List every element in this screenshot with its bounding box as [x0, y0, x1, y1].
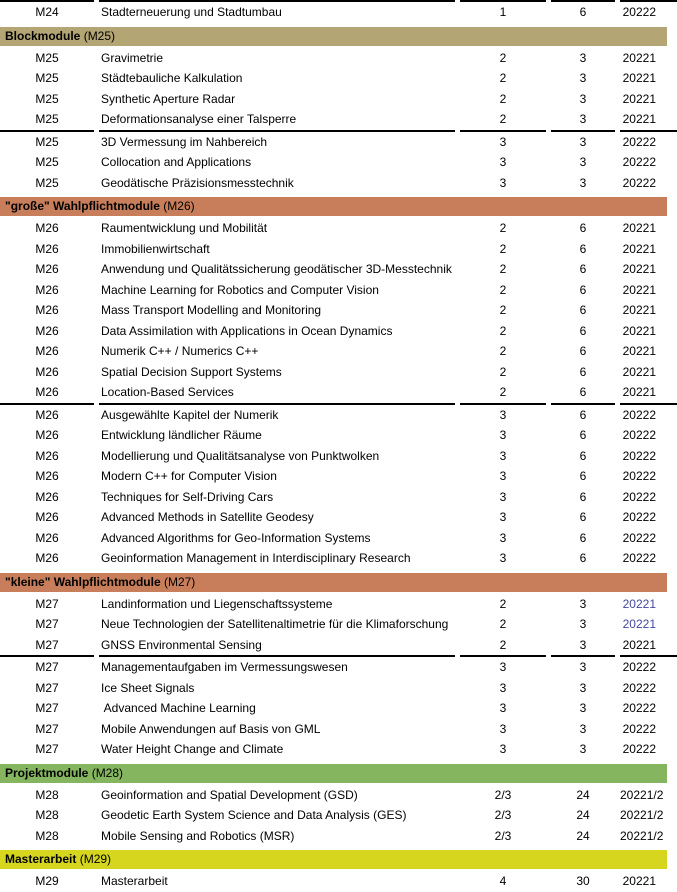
- module-hours: 2: [499, 364, 507, 379]
- module-term: 20222: [622, 489, 656, 504]
- section-code: (M29): [76, 852, 112, 866]
- module-hours: 3: [499, 469, 507, 483]
- module-code: M26: [35, 303, 59, 317]
- section-code: (M28): [88, 765, 124, 780]
- module-credits: 3: [579, 91, 587, 106]
- module-code: M26: [35, 448, 59, 463]
- module-term: 20222: [620, 0, 677, 21]
- table-row: [0, 548, 677, 569]
- module-name: Geoinformation and Spatial Development (GSD): [101, 787, 358, 802]
- table-row: [0, 826, 677, 847]
- module-code: M25: [35, 71, 59, 85]
- module-credits: 6: [551, 0, 615, 23]
- module-name: Spatial Decision Support Systems: [101, 364, 282, 379]
- section-header: [0, 573, 667, 592]
- table-row: [0, 173, 677, 194]
- module-credits: 6: [579, 241, 587, 256]
- module-credits: 6: [579, 364, 587, 379]
- module-hours: 2/3: [494, 828, 512, 843]
- module-hours: 2: [499, 50, 507, 65]
- module-code: M25: [35, 112, 59, 126]
- module-code: M26: [35, 385, 59, 399]
- module-term: 20222: [622, 155, 656, 169]
- table-row: [0, 259, 677, 280]
- section-title: Blockmodule: [5, 28, 81, 43]
- module-hours: 3: [499, 175, 507, 190]
- module-term: 20222: [622, 469, 656, 483]
- module-name: Geoinformation Management in Interdisciplinary Research: [101, 551, 411, 565]
- table-row: [0, 805, 677, 826]
- module-credits: 6: [579, 385, 587, 399]
- module-credits: 24: [576, 828, 590, 843]
- module-code: M26: [35, 241, 59, 256]
- module-hours: 3: [499, 742, 507, 756]
- section-code: (M25): [80, 28, 116, 43]
- module-term: 20221: [622, 112, 656, 126]
- module-hours: 3: [499, 428, 507, 442]
- module-name: Modellierung und Qualitätsanalyse von Punktwolken: [101, 448, 380, 463]
- table-row: [0, 130, 677, 153]
- module-name: Deformationsanalyse einer Talsperre: [101, 112, 297, 126]
- module-term: 20222: [622, 530, 656, 545]
- table-row: [0, 280, 677, 301]
- module-credits: 24: [576, 808, 590, 822]
- module-code: M26: [35, 344, 59, 358]
- module-hours: 2/3: [494, 808, 512, 822]
- module-credits: 30: [576, 874, 590, 888]
- module-credits: 3: [579, 50, 587, 65]
- module-name: Ice Sheet Signals: [101, 680, 195, 695]
- module-code: M26: [35, 323, 59, 338]
- module-hours: 3: [499, 721, 507, 736]
- module-code: M26: [35, 551, 59, 565]
- module-name: Immobilienwirtschaft: [101, 241, 210, 256]
- module-credits: 24: [576, 787, 590, 802]
- module-hours: 2/3: [494, 787, 512, 802]
- module-term: 20222: [622, 721, 656, 736]
- module-name: Location-Based Services: [101, 385, 234, 399]
- section-header: [0, 197, 667, 216]
- module-hours: 2: [499, 282, 507, 297]
- module-code: M27: [35, 617, 59, 631]
- module-name: Entwicklung ländlicher Räume: [101, 428, 262, 442]
- module-term: 20222: [622, 742, 656, 756]
- module-code: M27: [0, 655, 94, 678]
- section-title: "kleine" Wahlpflichtmodule: [5, 574, 161, 589]
- module-credits: 6: [579, 323, 587, 338]
- module-name: 3D Vermessung im Nahbereich: [99, 130, 455, 153]
- module-credits: 6: [579, 221, 587, 235]
- table-row: [0, 487, 677, 508]
- table-row: [0, 362, 677, 383]
- module-name: Neue Technologien der Satellitenaltimetrie für die Klimaforschung: [101, 617, 449, 631]
- module-credits: 6: [579, 428, 587, 442]
- table-row: [0, 341, 677, 362]
- module-credits: 3: [579, 596, 587, 611]
- module-code: M26: [35, 469, 59, 483]
- module-credits: 3: [579, 71, 587, 85]
- table-row: [0, 614, 677, 635]
- module-term: 20221: [622, 71, 656, 85]
- section-title: "große" Wahlpflichtmodule: [5, 199, 160, 213]
- module-name: Techniques for Self-Driving Cars: [101, 489, 274, 504]
- module-hours: 3: [499, 489, 507, 504]
- module-term: 20221/2: [620, 787, 664, 802]
- module-hours: 3: [499, 448, 507, 463]
- section-header: [0, 764, 667, 783]
- module-credits: 3: [579, 155, 587, 169]
- module-code: M25: [0, 130, 94, 153]
- module-hours: 3: [499, 155, 507, 169]
- module-name: Masterarbeit: [101, 874, 168, 888]
- module-hours: 4: [499, 874, 507, 888]
- module-term: 20222: [620, 130, 677, 151]
- module-hours: 2: [499, 241, 507, 256]
- module-credits: 6: [551, 403, 615, 426]
- module-credits: 3: [579, 175, 587, 190]
- module-term: 20222: [622, 175, 656, 190]
- module-credits: 6: [579, 530, 587, 545]
- module-code: M28: [35, 787, 59, 802]
- module-credits: 3: [579, 701, 587, 715]
- module-term[interactable]: 20221: [622, 596, 656, 611]
- module-term: 20221: [622, 874, 656, 888]
- module-name: Ausgewählte Kapitel der Numerik: [99, 403, 455, 426]
- section-header: [0, 850, 667, 869]
- module-code: M27: [35, 637, 59, 652]
- module-hours: 2: [499, 596, 507, 611]
- module-code: M28: [35, 808, 59, 822]
- module-code: M26: [35, 262, 59, 276]
- module-hours: 2: [499, 385, 507, 399]
- module-code: M25: [35, 175, 59, 190]
- table-row: [0, 425, 677, 446]
- module-name: Mobile Anwendungen auf Basis von GML: [101, 721, 321, 736]
- module-hours: 2: [499, 112, 507, 126]
- module-name: Geodetic Earth System Science and Data Analysis (GES): [101, 808, 407, 822]
- module-name: Landinformation und Liegenschaftssysteme: [101, 596, 333, 611]
- module-hours: 3: [460, 655, 546, 678]
- module-hours: 3: [460, 130, 546, 153]
- module-term: 20222: [622, 448, 656, 463]
- table-row: [0, 403, 677, 426]
- module-credits: 3: [551, 130, 615, 153]
- table-row: [0, 507, 677, 528]
- module-code: M25: [35, 155, 59, 169]
- module-name: Stadterneuerung und Stadtumbau: [99, 0, 455, 23]
- module-hours: 3: [460, 403, 546, 426]
- module-credits: 3: [551, 655, 615, 678]
- table-row: [0, 68, 677, 89]
- module-code: M26: [35, 489, 59, 504]
- module-term: 20221: [622, 303, 656, 317]
- table-row: [0, 48, 677, 69]
- module-code: M25: [35, 50, 59, 65]
- module-name: Gravimetrie: [101, 50, 164, 65]
- module-hours: 2: [499, 344, 507, 358]
- module-code: M28: [35, 828, 59, 843]
- table-row: [0, 321, 677, 342]
- module-code: M24: [0, 0, 94, 23]
- module-code: M27: [35, 701, 59, 715]
- module-term: 20222: [622, 680, 656, 695]
- module-name: Modern C++ for Computer Vision: [101, 469, 277, 483]
- module-name: Numerik C++ / Numerics C++: [101, 344, 259, 358]
- module-name: Managementaufgaben im Vermessungswesen: [99, 655, 455, 678]
- module-credits: 3: [579, 112, 587, 126]
- module-name: Advanced Methods in Satellite Geodesy: [101, 510, 314, 524]
- module-hours: 2: [499, 221, 507, 235]
- table-row: [0, 698, 677, 719]
- module-code: M26: [0, 403, 94, 426]
- table-row: [0, 655, 677, 678]
- module-term: 20222: [622, 428, 656, 442]
- module-code: M26: [35, 221, 59, 235]
- module-term: 20221: [622, 385, 656, 399]
- table-row: [0, 635, 677, 656]
- module-hours: 3: [499, 551, 507, 565]
- module-hours: 3: [499, 530, 507, 545]
- module-code: M27: [35, 742, 59, 756]
- module-term: 20221: [622, 364, 656, 379]
- module-code: M25: [35, 91, 59, 106]
- module-hours: 3: [499, 510, 507, 524]
- module-credits: 6: [579, 303, 587, 317]
- table-row: [0, 528, 677, 549]
- module-term: 20221: [622, 50, 656, 65]
- module-code: M27: [35, 680, 59, 695]
- module-credits: 6: [579, 344, 587, 358]
- module-term[interactable]: 20221: [622, 617, 656, 631]
- module-code: M27: [35, 596, 59, 611]
- table-row: [0, 466, 677, 487]
- module-name: Advanced Algorithms for Geo-Information Systems: [101, 530, 371, 545]
- module-hours: 3: [499, 680, 507, 695]
- module-name: Machine Learning for Robotics and Computer Vision: [101, 282, 379, 297]
- table-row: [0, 239, 677, 260]
- section-code: (M27): [160, 574, 196, 589]
- section-title: Projektmodule: [5, 765, 89, 780]
- module-term: 20222: [620, 403, 677, 424]
- table-row: [0, 678, 677, 699]
- module-code: M29: [35, 874, 59, 888]
- module-hours: 2: [499, 262, 507, 276]
- module-credits: 6: [579, 510, 587, 524]
- module-name: Mobile Sensing and Robotics (MSR): [101, 828, 295, 843]
- section-header: [0, 27, 667, 46]
- module-name: Anwendung und Qualitätssicherung geodätischer 3D-Messtechnik: [101, 262, 452, 276]
- section-title: Masterarbeit: [5, 852, 77, 866]
- module-name: Raumentwicklung und Mobilität: [101, 221, 268, 235]
- module-name: Water Height Change and Climate: [101, 742, 284, 756]
- module-code: M26: [35, 428, 59, 442]
- module-name: Geodätische Präzisionsmesstechnik: [101, 175, 294, 190]
- table-row: [0, 739, 677, 760]
- module-term: 20221: [622, 282, 656, 297]
- module-term: 20221: [622, 91, 656, 106]
- table-row: [0, 109, 677, 130]
- module-credits: 6: [579, 551, 587, 565]
- module-hours: 2: [499, 323, 507, 338]
- module-name: Mass Transport Modelling and Monitoring: [101, 303, 322, 317]
- module-term: 20221: [622, 344, 656, 358]
- module-term: 20222: [622, 510, 656, 524]
- table-row: [0, 446, 677, 467]
- module-hours: 2: [499, 91, 507, 106]
- module-term: 20222: [620, 655, 677, 676]
- module-term: 20222: [622, 551, 656, 565]
- table-row: [0, 382, 677, 403]
- module-code: M26: [35, 510, 59, 524]
- module-name: Data Assimilation with Applications in Ocean Dynamics: [101, 323, 393, 338]
- module-hours: 2: [499, 637, 507, 652]
- module-credits: 3: [579, 721, 587, 736]
- table-row: [0, 152, 677, 173]
- module-credits: 3: [579, 680, 587, 695]
- module-term: 20221/2: [620, 828, 664, 843]
- module-term: 20221: [622, 241, 656, 256]
- module-hours: 1: [460, 0, 546, 23]
- table-row: [0, 89, 677, 110]
- module-term: 20221: [622, 637, 656, 652]
- table-row: [0, 218, 677, 239]
- module-credits: 6: [579, 489, 587, 504]
- table-row: [0, 785, 677, 806]
- module-term: 20221: [622, 323, 656, 338]
- module-hours: 2: [499, 303, 507, 317]
- module-hours: 2: [499, 71, 507, 85]
- module-term: 20221: [622, 262, 656, 276]
- module-name: Städtebauliche Kalkulation: [101, 71, 243, 85]
- table-row: [0, 719, 677, 740]
- module-credits: 6: [579, 262, 587, 276]
- module-name: Collocation and Applications: [101, 155, 252, 169]
- module-name: Advanced Machine Learning: [101, 701, 256, 715]
- module-hours: 2: [499, 617, 507, 631]
- module-term: 20222: [622, 701, 656, 715]
- section-code: (M26): [159, 199, 195, 213]
- module-credits: 6: [579, 448, 587, 463]
- table-row: [0, 594, 677, 615]
- module-hours: 3: [499, 701, 507, 715]
- table-row: [0, 300, 677, 321]
- module-name: Synthetic Aperture Radar: [101, 91, 236, 106]
- module-credits: 6: [579, 282, 587, 297]
- module-name: GNSS Environmental Sensing: [101, 637, 262, 652]
- table-row: [0, 0, 677, 23]
- module-term: 20221: [622, 221, 656, 235]
- module-credits: 3: [579, 617, 587, 631]
- module-credits: 6: [579, 469, 587, 483]
- table-row: [0, 871, 677, 892]
- module-code: M26: [35, 282, 59, 297]
- module-term: 20221/2: [620, 808, 664, 822]
- module-code: M27: [35, 721, 59, 736]
- module-code: M26: [35, 364, 59, 379]
- module-credits: 3: [579, 637, 587, 652]
- module-code: M26: [35, 530, 59, 545]
- module-credits: 3: [579, 742, 587, 756]
